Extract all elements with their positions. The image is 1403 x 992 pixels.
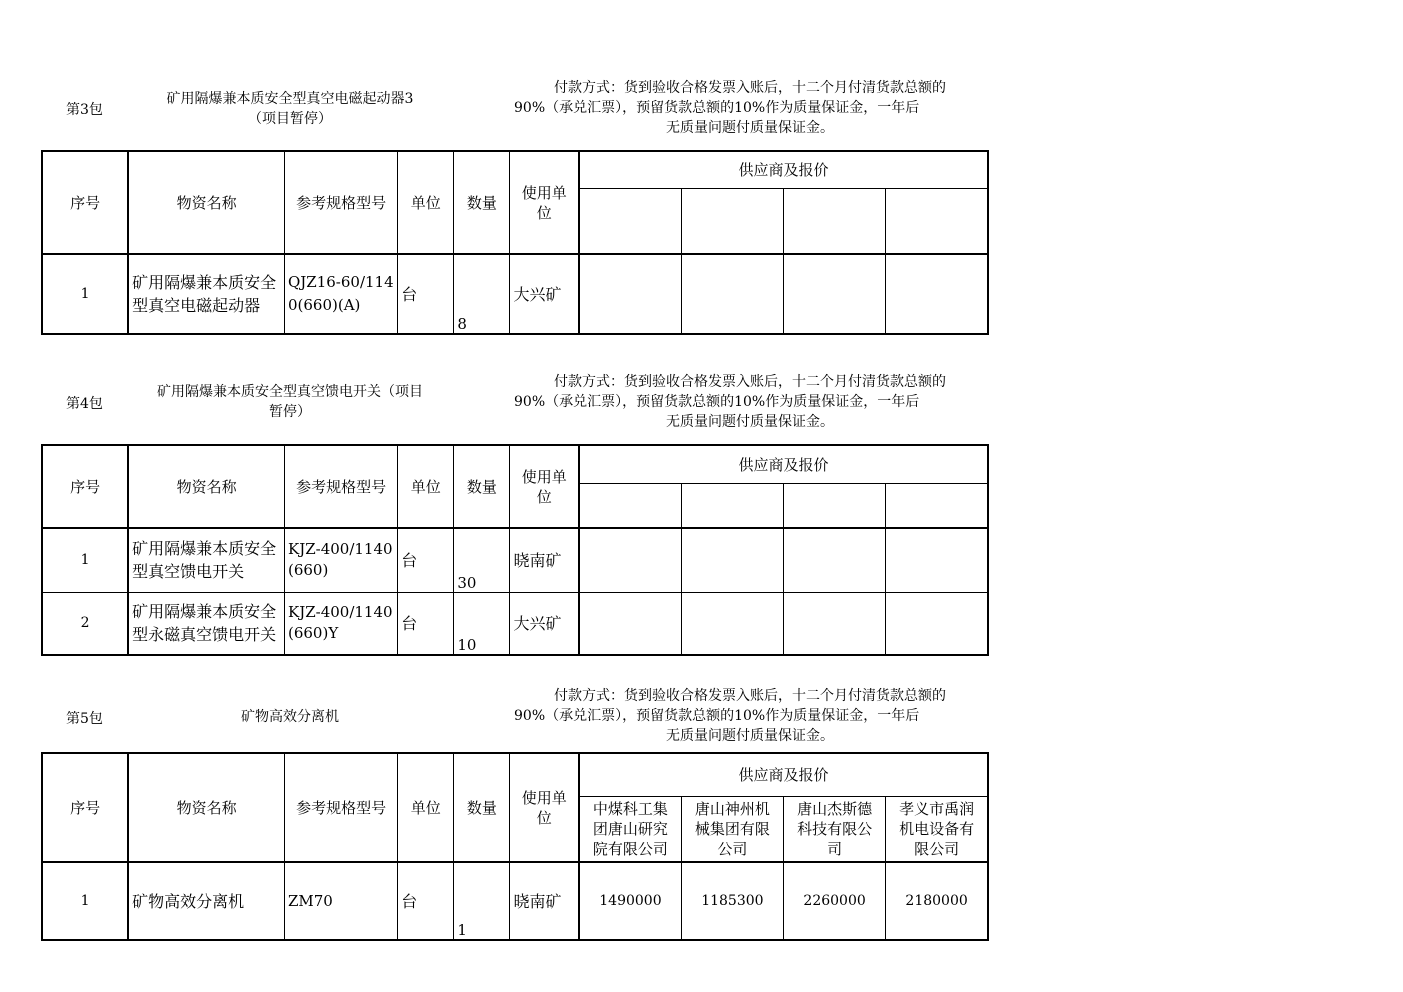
table-row [42, 862, 988, 940]
row-user: 大兴矿 [510, 592, 579, 655]
package-title: 矿用隔爆兼本质安全型真空电磁起动器3 （项目暂停） [166, 91, 414, 127]
row-price: 2260000 [783, 862, 885, 940]
header-supplier: 供应商及报价 [579, 151, 988, 188]
row-seq: 2 [42, 592, 128, 655]
supplier-name [681, 483, 783, 528]
row-price [579, 528, 681, 592]
row-qty: 30 [454, 528, 510, 592]
supplier-name [579, 188, 681, 254]
supplier-name [886, 483, 988, 528]
supplier-name [783, 188, 885, 254]
row-price [681, 254, 783, 334]
header-qty: 数量 [454, 151, 510, 254]
header-supplier: 供应商及报价 [579, 445, 988, 483]
row-price [886, 528, 988, 592]
header-name: 物资名称 [128, 445, 284, 528]
row-seq: 1 [42, 254, 128, 334]
row-name: 矿用隔爆兼本质安全型永磁真空馈电开关 [128, 592, 284, 655]
row-price [681, 528, 783, 592]
row-price: 2180000 [886, 862, 988, 940]
row-spec: KJZ-400/1140(660) [284, 528, 397, 592]
supplier-name [681, 188, 783, 254]
payment-terms: 付款方式：货到验收合格发票入账后，十二个月付清货款总额的 90%（承兑汇票），预留货款总额的10%作为质量保证金，一年后 无质量问题付质量保证金。 [514, 374, 946, 430]
row-price [783, 528, 885, 592]
row-price [783, 254, 885, 334]
row-unit: 台 [398, 528, 454, 592]
payment-terms: 付款方式：货到验收合格发票入账后，十二个月付清货款总额的 90%（承兑汇票），预留货款总额的10%作为质量保证金，一年后 无质量问题付质量保证金。 [514, 80, 946, 136]
package-number: 第5包 [66, 711, 103, 727]
row-name: 矿用隔爆兼本质安全型真空馈电开关 [128, 528, 284, 592]
supplier-name: 中煤科工集团唐山研究院有限公司 [579, 796, 681, 862]
row-name: 矿物高效分离机 [128, 862, 284, 940]
header-seq: 序号 [42, 151, 128, 254]
quote-table [41, 752, 989, 941]
row-price [783, 592, 885, 655]
row-user: 晓南矿 [510, 862, 579, 940]
row-price: 1185300 [681, 862, 783, 940]
row-unit: 台 [398, 592, 454, 655]
header-user: 使用单 位 [510, 151, 579, 254]
header-name: 物资名称 [128, 151, 284, 254]
table-row [42, 528, 988, 592]
header-user: 使用单 位 [510, 753, 579, 862]
row-price: 1490000 [579, 862, 681, 940]
package-number: 第3包 [66, 102, 103, 118]
header-spec: 参考规格型号 [284, 753, 397, 862]
header-name: 物资名称 [128, 753, 284, 862]
quote-table [41, 444, 989, 656]
table-row [42, 592, 988, 655]
row-qty: 8 [454, 254, 510, 334]
header-spec: 参考规格型号 [284, 151, 397, 254]
header-unit: 单位 [398, 445, 454, 528]
header-user: 使用单 位 [510, 445, 579, 528]
header-supplier: 供应商及报价 [579, 753, 988, 796]
row-unit: 台 [398, 862, 454, 940]
table-row [42, 254, 988, 334]
row-user: 大兴矿 [510, 254, 579, 334]
supplier-name [783, 483, 885, 528]
header-seq: 序号 [42, 445, 128, 528]
row-price [886, 592, 988, 655]
package-title: 矿用隔爆兼本质安全型真空馈电开关（项目 暂停） [157, 384, 423, 420]
row-qty: 1 [454, 862, 510, 940]
supplier-name: 唐山神州机械集团有限公司 [681, 796, 783, 862]
row-spec: KJZ-400/1140(660)Y [284, 592, 397, 655]
row-price [886, 254, 988, 334]
row-price [579, 254, 681, 334]
row-seq: 1 [42, 862, 128, 940]
row-name: 矿用隔爆兼本质安全型真空电磁起动器 [128, 254, 284, 334]
supplier-name: 唐山杰斯德科技有限公司 [783, 796, 885, 862]
package-title: 矿物高效分离机 [241, 709, 339, 725]
row-seq: 1 [42, 528, 128, 592]
row-unit: 台 [398, 254, 454, 334]
row-price [579, 592, 681, 655]
supplier-name [579, 483, 681, 528]
quote-table [41, 150, 989, 335]
row-price [681, 592, 783, 655]
header-seq: 序号 [42, 753, 128, 862]
row-spec: QJZ16-60/1140(660)(A) [284, 254, 397, 334]
row-spec: ZM70 [284, 862, 397, 940]
row-user: 晓南矿 [510, 528, 579, 592]
header-qty: 数量 [454, 445, 510, 528]
row-qty: 10 [454, 592, 510, 655]
supplier-name: 孝义市禹润机电设备有限公司 [886, 796, 988, 862]
supplier-name [886, 188, 988, 254]
header-unit: 单位 [398, 151, 454, 254]
header-unit: 单位 [398, 753, 454, 862]
header-spec: 参考规格型号 [284, 445, 397, 528]
payment-terms: 付款方式：货到验收合格发票入账后，十二个月付清货款总额的 90%（承兑汇票），预留货款总额的10%作为质量保证金，一年后 无质量问题付质量保证金。 [514, 688, 946, 744]
package-number: 第4包 [66, 396, 103, 412]
header-qty: 数量 [454, 753, 510, 862]
